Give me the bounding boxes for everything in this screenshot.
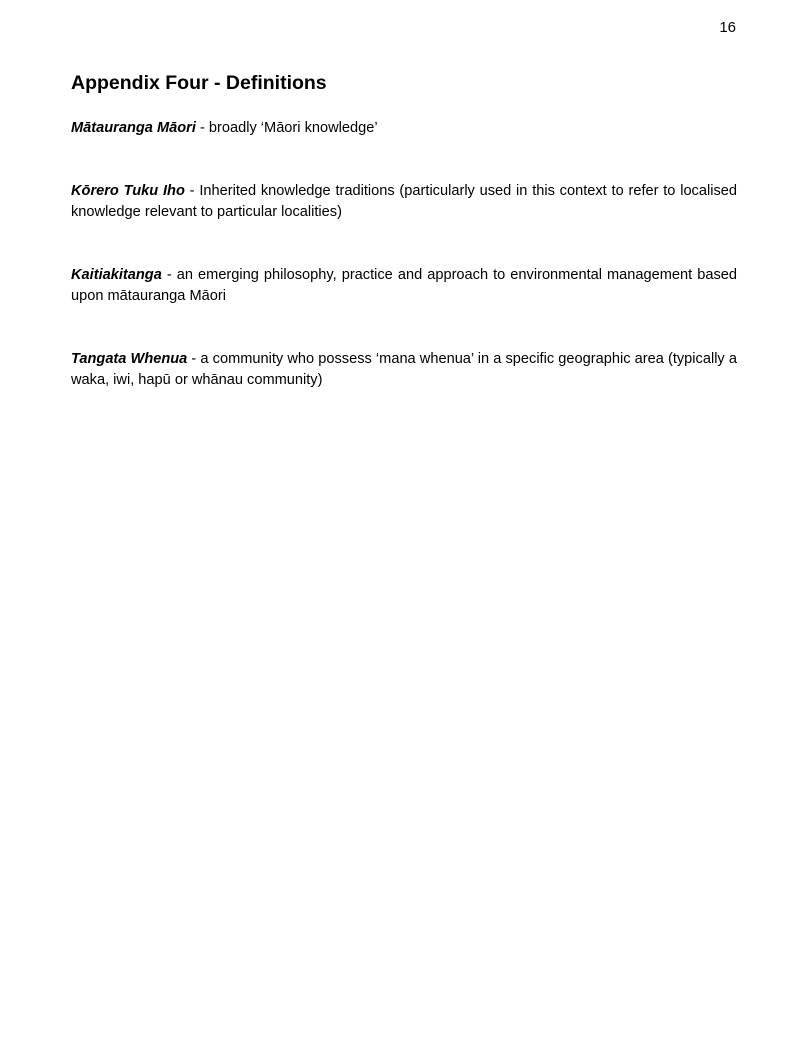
definition-separator: - <box>195 120 209 136</box>
definition-term: Mātauranga Māori <box>71 120 196 136</box>
definition-text: broadly ‘Māori knowledge’ <box>208 120 378 136</box>
definition-separator: - <box>184 183 200 199</box>
definitions-list <box>71 118 737 433</box>
definition-text: a community who possess ‘mana whenua’ in a specific geographic area (typically a waka, iwi, hapū or whānau community) <box>71 351 737 388</box>
definition-text: Inherited knowledge traditions (particularly used in this context to refer to localised knowledge relevant to particular localities) <box>71 183 737 220</box>
definition-separator: - <box>161 267 177 283</box>
definition-term: Kaitiakitanga <box>71 267 162 283</box>
definition-korero-tuku-iho <box>71 181 737 223</box>
definition-matauranga-maori <box>71 118 737 139</box>
page-title: Appendix Four - Definitions <box>71 72 327 94</box>
definition-text: an emerging philosophy, practice and approach to environmental management based upon mātauranga Māori <box>71 267 737 304</box>
definition-term: Kōrero Tuku Iho <box>71 183 185 199</box>
definition-kaitiakitanga <box>71 265 737 307</box>
page-number: 16 <box>719 19 736 36</box>
definition-term: Tangata Whenua <box>71 351 188 367</box>
definition-tangata-whenua <box>71 349 737 391</box>
definition-separator: - <box>187 351 201 367</box>
